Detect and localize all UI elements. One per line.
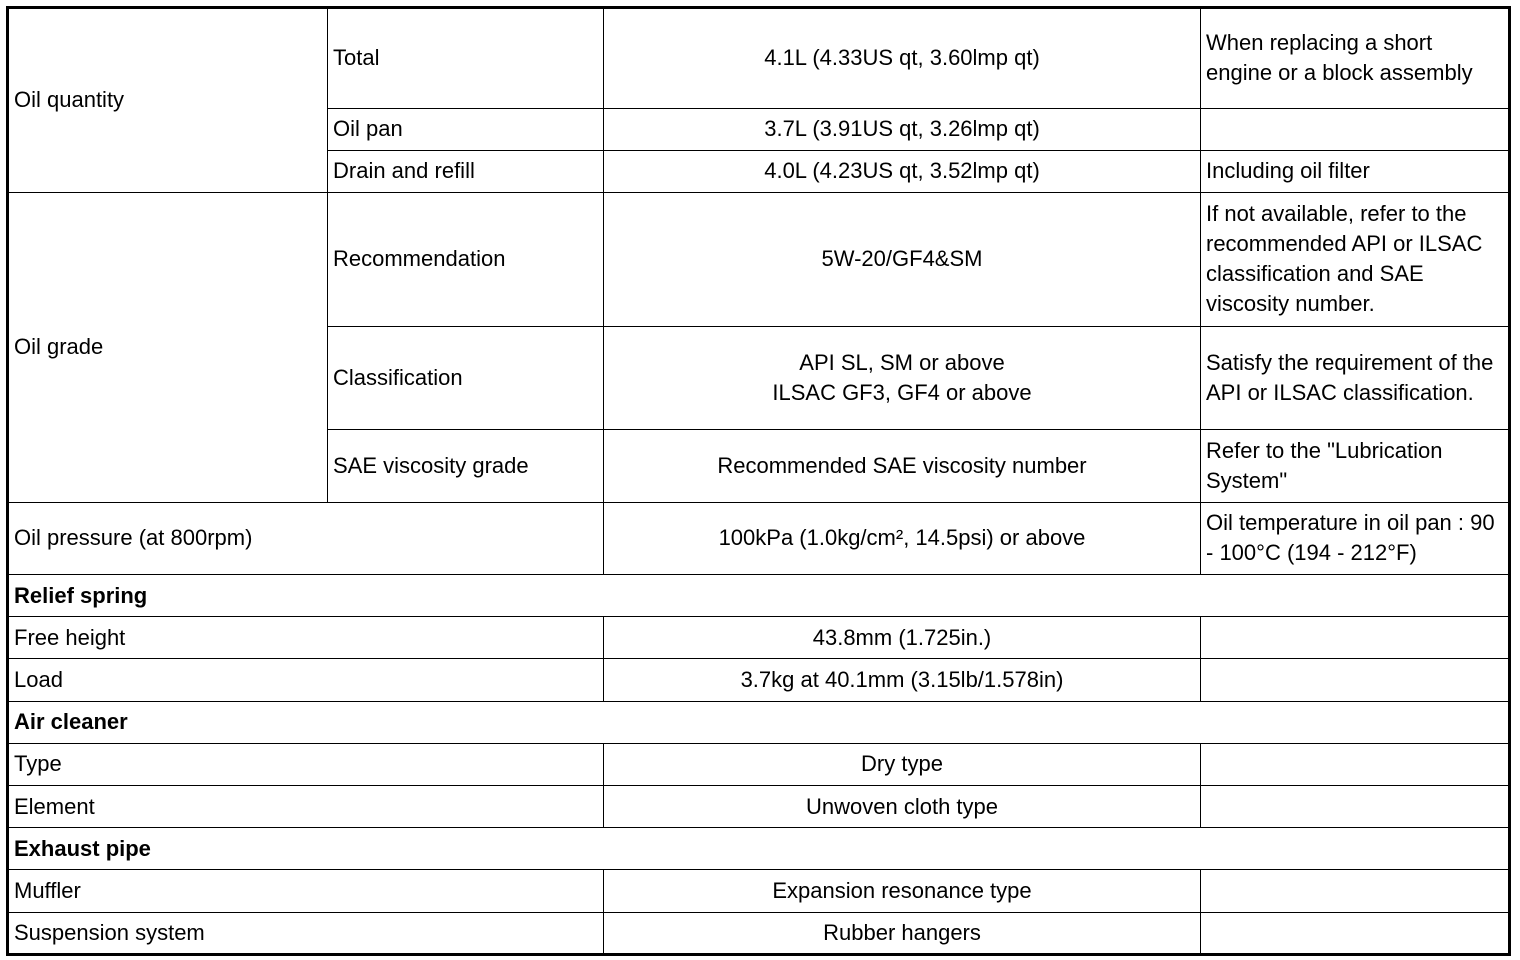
remark-cell xyxy=(1201,786,1510,828)
item-cell: Element xyxy=(8,786,604,828)
remark-cell: When replacing a short engine or a block assembly xyxy=(1201,8,1510,109)
item-cell: Load xyxy=(8,659,604,701)
remark-cell: Refer to the "Lubrication System" xyxy=(1201,430,1510,502)
remark-cell: If not available, refer to the recommended API or ILSAC classification and SAE viscosity number. xyxy=(1201,192,1510,326)
value-cell: Unwoven cloth type xyxy=(604,786,1201,828)
item-cell: Type xyxy=(8,743,604,785)
group-label-oil-grade: Oil grade xyxy=(8,192,328,502)
table-row xyxy=(8,743,1510,785)
item-cell: Oil pan xyxy=(328,108,604,150)
section-title-relief-spring: Relief spring xyxy=(8,574,1510,616)
table-row xyxy=(8,8,1510,109)
table-row xyxy=(8,617,1510,659)
remark-cell xyxy=(1201,659,1510,701)
section-header-row xyxy=(8,701,1510,743)
table-row xyxy=(8,786,1510,828)
item-cell: Muffler xyxy=(8,870,604,912)
item-cell: Suspension system xyxy=(8,912,604,954)
value-cell: Recommended SAE viscosity number xyxy=(604,430,1201,502)
section-title-exhaust-pipe: Exhaust pipe xyxy=(8,828,1510,870)
remark-cell xyxy=(1201,870,1510,912)
spec-table xyxy=(6,6,1511,956)
value-cell: 4.1L (4.33US qt, 3.60lmp qt) xyxy=(604,8,1201,109)
remark-cell: Satisfy the requirement of the API or ILSAC classification. xyxy=(1201,326,1510,430)
remark-cell xyxy=(1201,912,1510,954)
remark-cell xyxy=(1201,743,1510,785)
item-cell: Oil pressure (at 800rpm) xyxy=(8,502,604,574)
item-cell: SAE viscosity grade xyxy=(328,430,604,502)
value-cell: Expansion resonance type xyxy=(604,870,1201,912)
item-cell: Free height xyxy=(8,617,604,659)
remark-cell xyxy=(1201,108,1510,150)
remark-cell xyxy=(1201,617,1510,659)
value-cell: Rubber hangers xyxy=(604,912,1201,954)
table-row xyxy=(8,192,1510,326)
item-cell: Recommendation xyxy=(328,192,604,326)
item-cell: Drain and refill xyxy=(328,150,604,192)
section-header-row xyxy=(8,574,1510,616)
remark-cell: Oil temperature in oil pan : 90 - 100°C (194 - 212°F) xyxy=(1201,502,1510,574)
group-label-oil-quantity: Oil quantity xyxy=(8,8,328,193)
value-cell: 100kPa (1.0kg/cm², 14.5psi) or above xyxy=(604,502,1201,574)
value-cell: Dry type xyxy=(604,743,1201,785)
section-title-air-cleaner: Air cleaner xyxy=(8,701,1510,743)
value-cell: API SL, SM or above ILSAC GF3, GF4 or above xyxy=(604,326,1201,430)
item-cell: Total xyxy=(328,8,604,109)
table-row xyxy=(8,870,1510,912)
value-cell: 4.0L (4.23US qt, 3.52lmp qt) xyxy=(604,150,1201,192)
value-cell: 5W-20/GF4&SM xyxy=(604,192,1201,326)
table-row xyxy=(8,912,1510,954)
value-cell: 3.7L (3.91US qt, 3.26lmp qt) xyxy=(604,108,1201,150)
value-cell: 43.8mm (1.725in.) xyxy=(604,617,1201,659)
remark-cell: Including oil filter xyxy=(1201,150,1510,192)
item-cell: Classification xyxy=(328,326,604,430)
table-row xyxy=(8,502,1510,574)
table-row xyxy=(8,659,1510,701)
value-cell: 3.7kg at 40.1mm (3.15lb/1.578in) xyxy=(604,659,1201,701)
section-header-row xyxy=(8,828,1510,870)
